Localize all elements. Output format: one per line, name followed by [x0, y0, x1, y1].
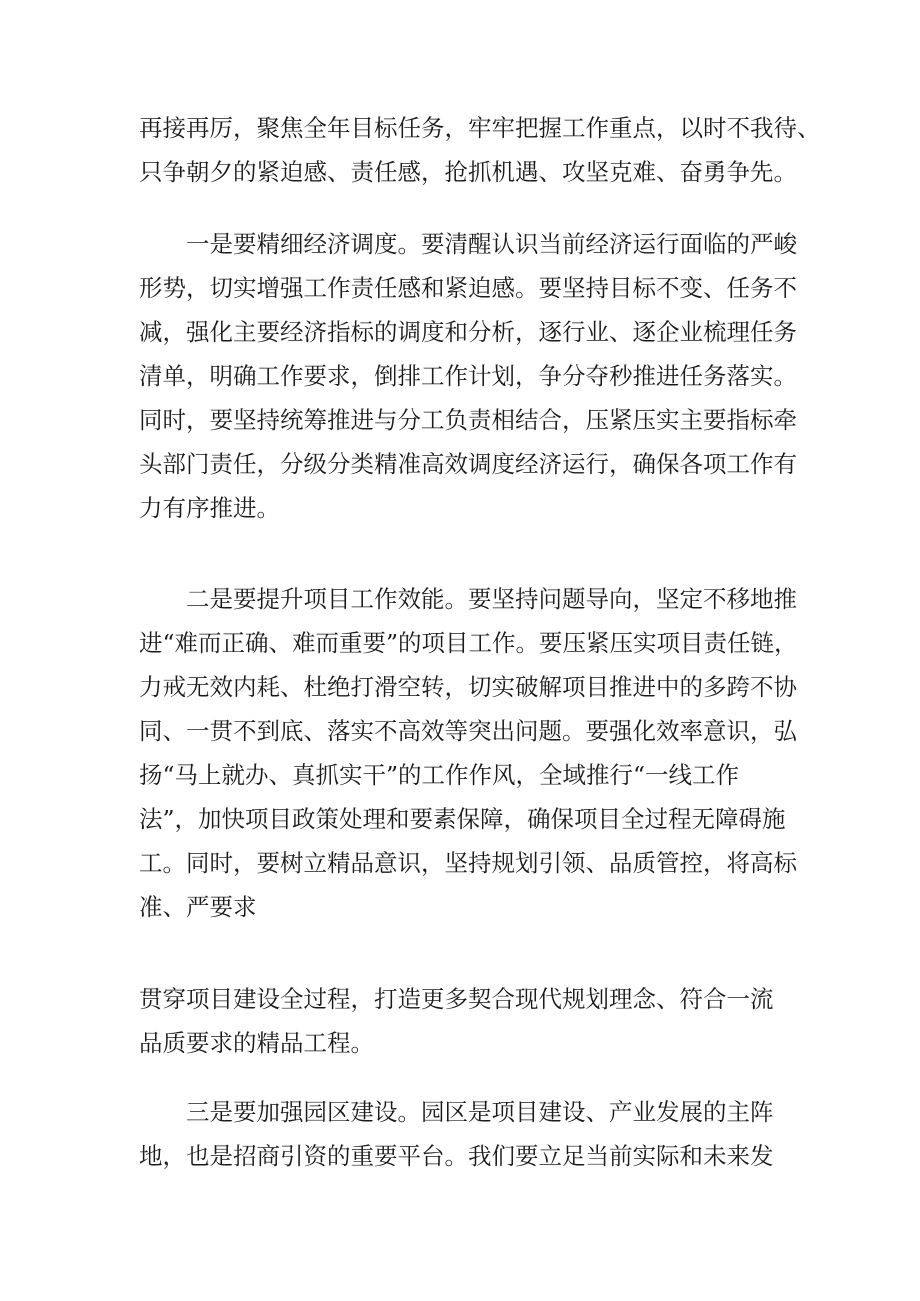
paragraph-line: 品质要求的精品工程。 [139, 1029, 374, 1057]
paragraph-line: 贯穿项目建设全过程，打造更多契合现代规划理念、符合一流 [139, 985, 774, 1013]
paragraph-line: 二是要提升项目工作效能。要坚持问题导向，坚定不移地推 [186, 585, 797, 613]
paragraph-line: 形势，切实增强工作责任感和紧迫感。要坚持目标不变、任务不 [139, 274, 797, 302]
paragraph-4 [139, 977, 799, 1065]
paragraph-line: 减，强化主要经济指标的调度和分析，逐行业、逐企业梳理任务 [139, 318, 797, 346]
paragraph-1 [139, 106, 821, 194]
paragraph-line: 法”，加快项目政策处理和要素保障，确保项目全过程无障碍施 [139, 805, 786, 833]
paragraph-2 [139, 222, 799, 530]
paragraph-line: 力有序推进。 [139, 494, 280, 522]
paragraph-line: 再接再厉，聚焦全年目标任务，牢牢把握工作重点，以时不我待、 [139, 114, 821, 142]
paragraph-5 [139, 1090, 799, 1178]
paragraph-line: 准、严要求 [139, 893, 257, 921]
paragraph-line: 三是要加强园区建设。园区是项目建设、产业发展的主阵 [186, 1098, 774, 1126]
paragraph-line: 进“难而正确、难而重要”的项目工作。要压紧压实项目责任链， [139, 629, 798, 657]
paragraph-line: 一是要精细经济调度。要清醒认识当前经济运行面临的严峻 [186, 230, 797, 258]
paragraph-line: 扬“马上就办、真抓实干”的工作作风，全域推行“一线工作 [139, 761, 740, 789]
paragraph-line: 地，也是招商引资的重要平台。我们要立足当前实际和未来发 [139, 1142, 774, 1170]
paragraph-line: 工。同时，要树立精品意识，坚持规划引领、品质管控，将高标 [139, 849, 797, 877]
paragraph-line: 同时，要坚持统筹推进与分工负责相结合，压紧压实主要指标牵 [139, 406, 797, 434]
paragraph-3 [139, 577, 799, 929]
paragraph-line: 头部门责任，分级分类精准高效调度经济运行，确保各项工作有 [139, 450, 797, 478]
paragraph-line: 同、一贯不到底、落实不高效等突出问题。要强化效率意识，弘 [139, 717, 797, 745]
paragraph-line: 力戒无效内耗、杜绝打滑空转，切实破解项目推进中的多跨不协 [139, 673, 797, 701]
paragraph-line: 只争朝夕的紧迫感、责任感，抢抓机遇、攻坚克难、奋勇争先。 [139, 158, 797, 186]
paragraph-line: 清单，明确工作要求，倒排工作计划，争分夺秒推进任务落实。 [139, 362, 797, 390]
